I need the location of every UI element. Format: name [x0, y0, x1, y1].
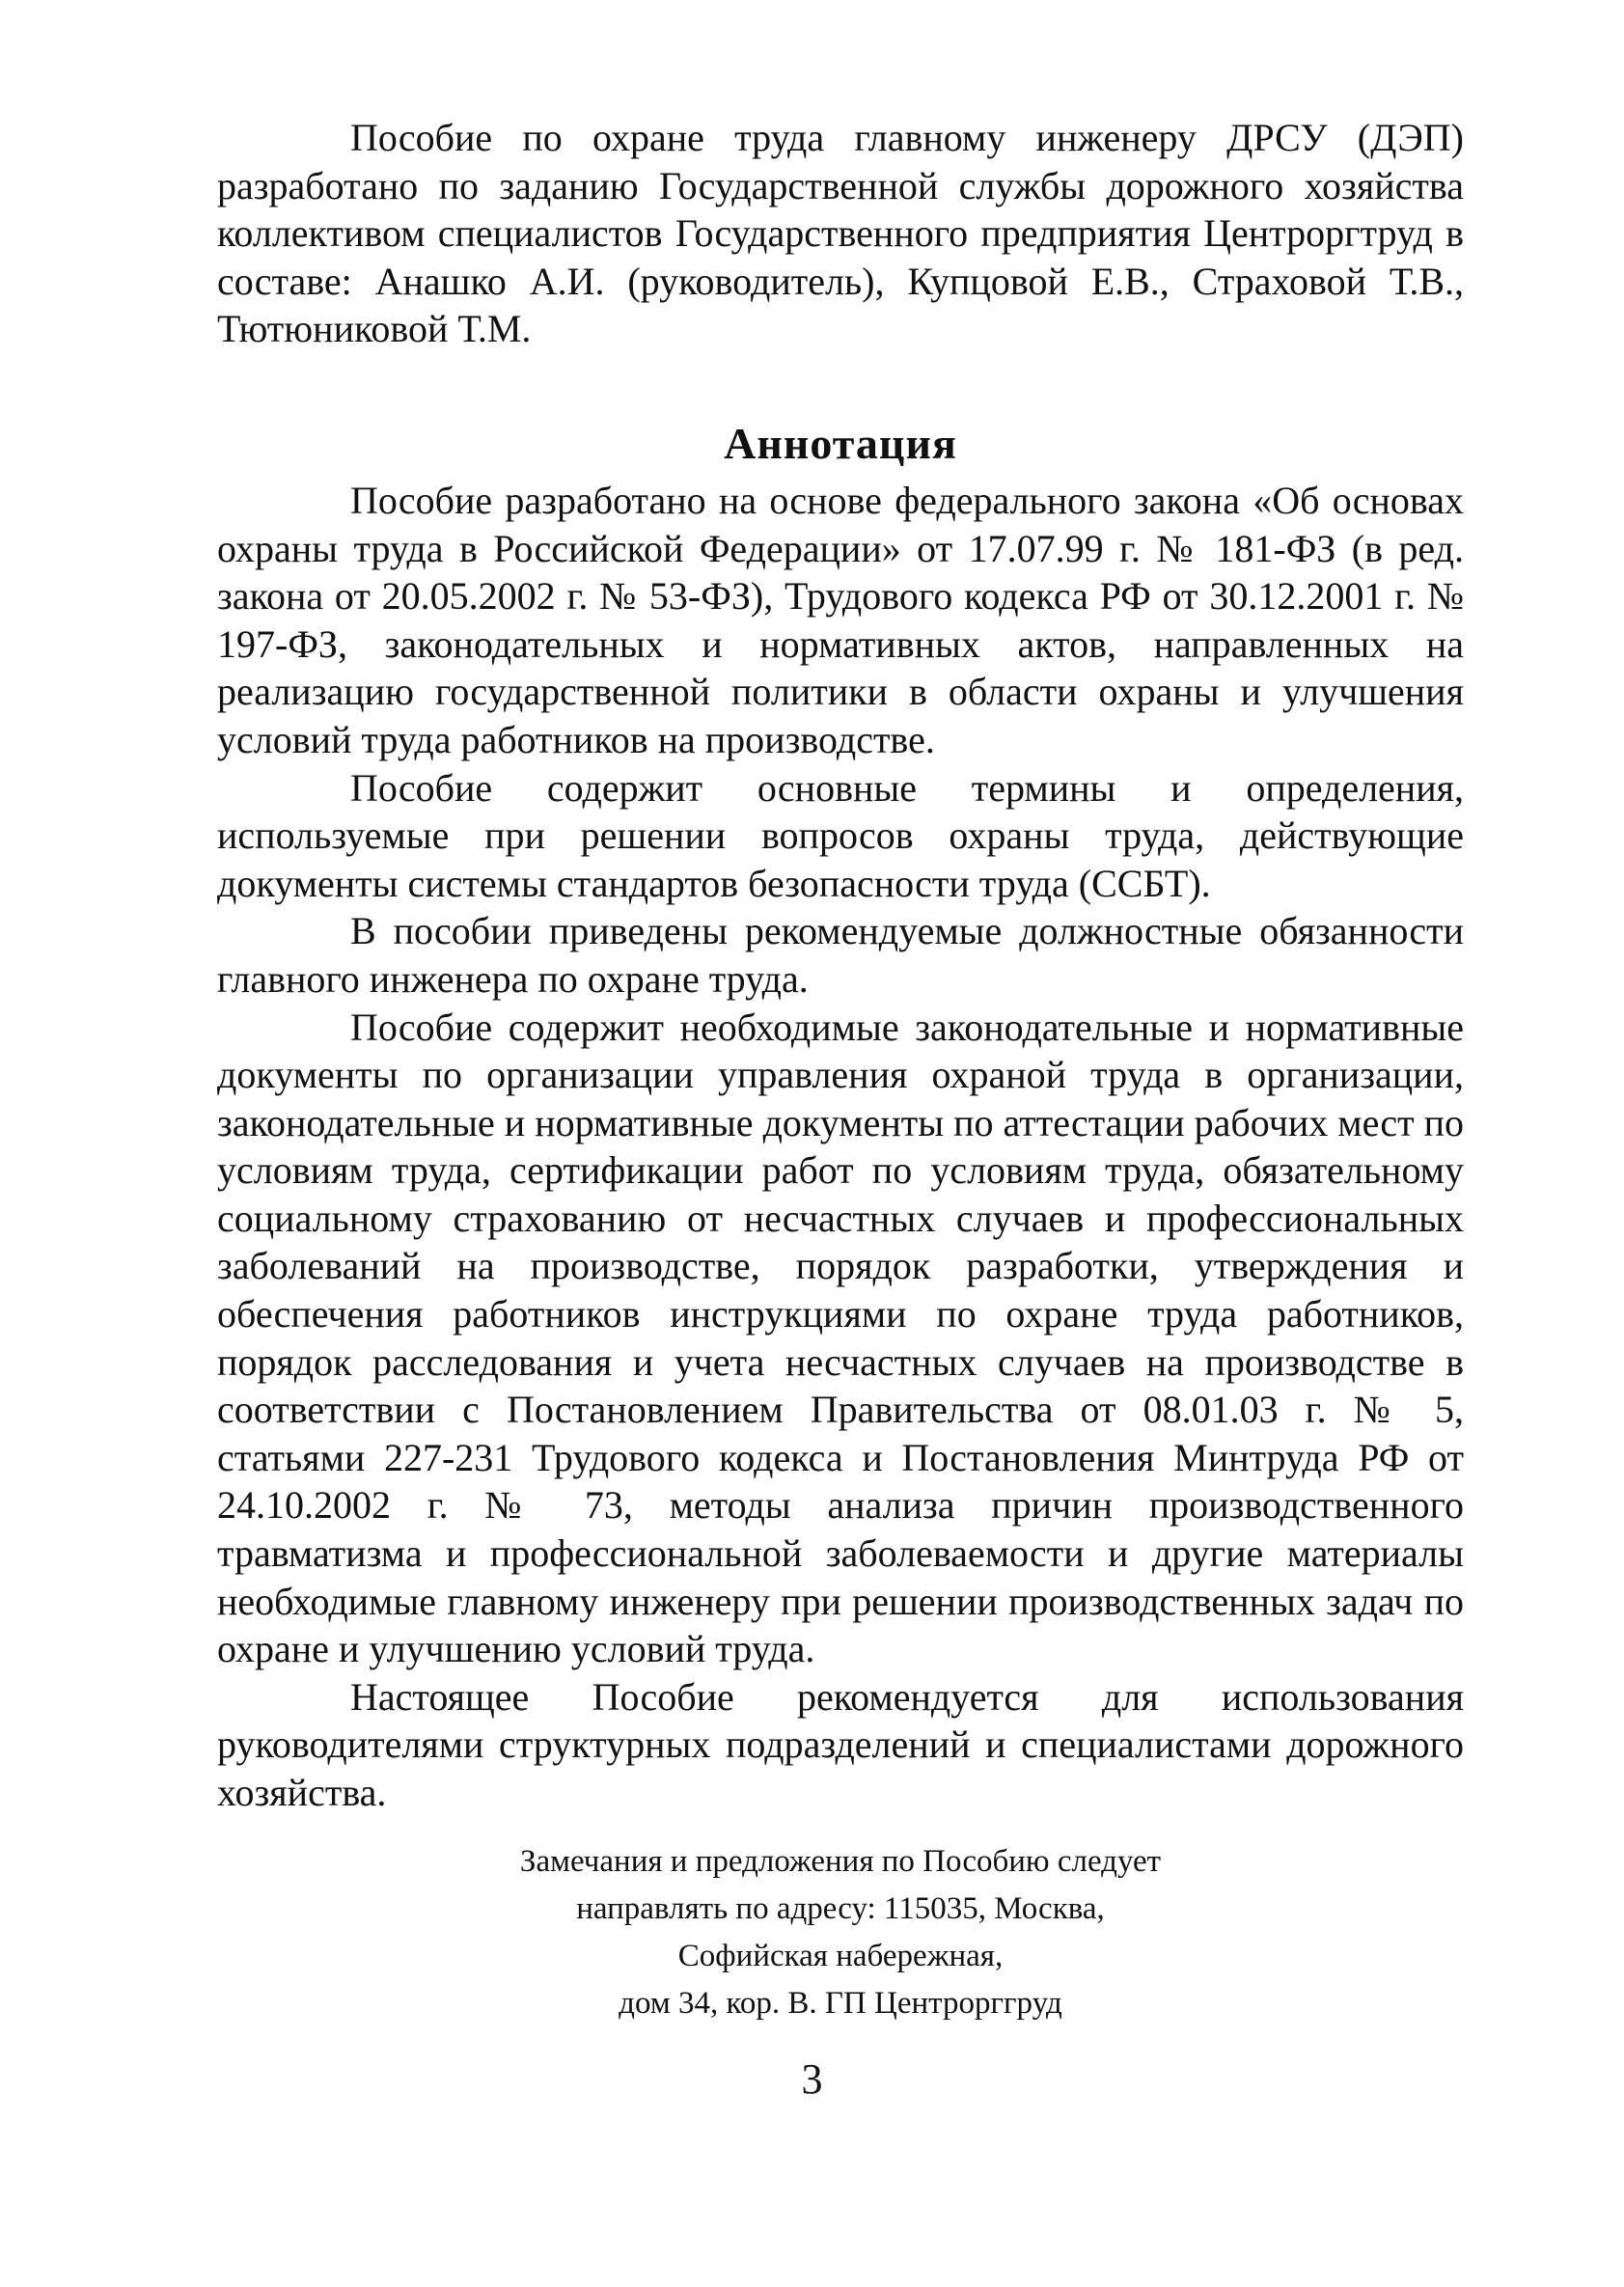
- note-line: направлять по адресу: 115035, Москва,: [576, 1890, 1105, 1926]
- note-line: дом 34, кор. В. ГП Центрорггруд: [619, 1985, 1062, 2021]
- annotation-heading: Аннотация: [724, 418, 957, 468]
- page-number: 3: [801, 2055, 823, 2103]
- annotation-paragraph: В пособии приведены рекомендуемые должностные обязанности главного инженера по охране труда.: [217, 909, 1464, 1001]
- note-line: Софийская набережная,: [677, 1938, 1004, 1973]
- annotation-paragraph: Пособие содержит основные термины и определения, используемые при решении вопросов охраны труда, действующие документы системы стандартов безопасности труда (ССБТ).: [217, 765, 1464, 905]
- annotation-paragraph: Пособие разработано на основе федерального закона «Об основах охраны труда в Российской Федерации» от 17.07.99 г. № 181-ФЗ (в ред. закона от 20.05.2002 г. № 53-ФЗ), Трудового кодекса РФ от 30.12.2001 г. № 197-ФЗ, законодательных и нормативных актов, направленных на реализацию государственной политики в области охраны и улучшения условий труда работников на производстве.: [217, 478, 1464, 761]
- intro-paragraph: Пособие по охране труда главному инженеру ДРСУ (ДЭП) разработано по заданию Государственной службы дорожного хозяйства коллективом специалистов Государственного предприятия Центроpгтруд в составе: Анашко А.И. (руководитель), Купцовой Е.В., Страховой Т.В., Тютюниковой Т.М.: [217, 116, 1464, 351]
- page-content: [217, 114, 1464, 2027]
- note-line: Замечания и предложения по Пособию следует: [519, 1843, 1162, 1879]
- feedback-note: [217, 1838, 1464, 2027]
- annotation-paragraph: Пособие содержит необходимые законодательные и нормативные документы по организации управления охраной труда в организации, законодательные и нормативные документы по аттестации рабочих мест по условиям труда, сертификации работ по условиям труда, обязательному социальному страхованию от несчастных случаев и профессиональных заболеваний на производстве, порядок разработки, утверждения и обеспечения работников инструкциями по охране труда работников, порядок расследования и учета несчастных случаев на производстве в соответствии с Постановлением Правительства от 08.01.03 г. № 5, статьями 227-231 Трудового кодекса и Постановления Минтруда РФ от 24.10.2002 г. № 73, методы анализа причин производственного травматизма и профессиональной заболеваемости и другие материалы необходимые главному инженеру при решении производственных задач по охране и улучшению условий труда.: [217, 1005, 1464, 1671]
- annotation-paragraph: Настоящее Пособие рекомендуется для использования руководителями структурных подразделений и специалистами дорожного хозяйства.: [217, 1674, 1464, 1814]
